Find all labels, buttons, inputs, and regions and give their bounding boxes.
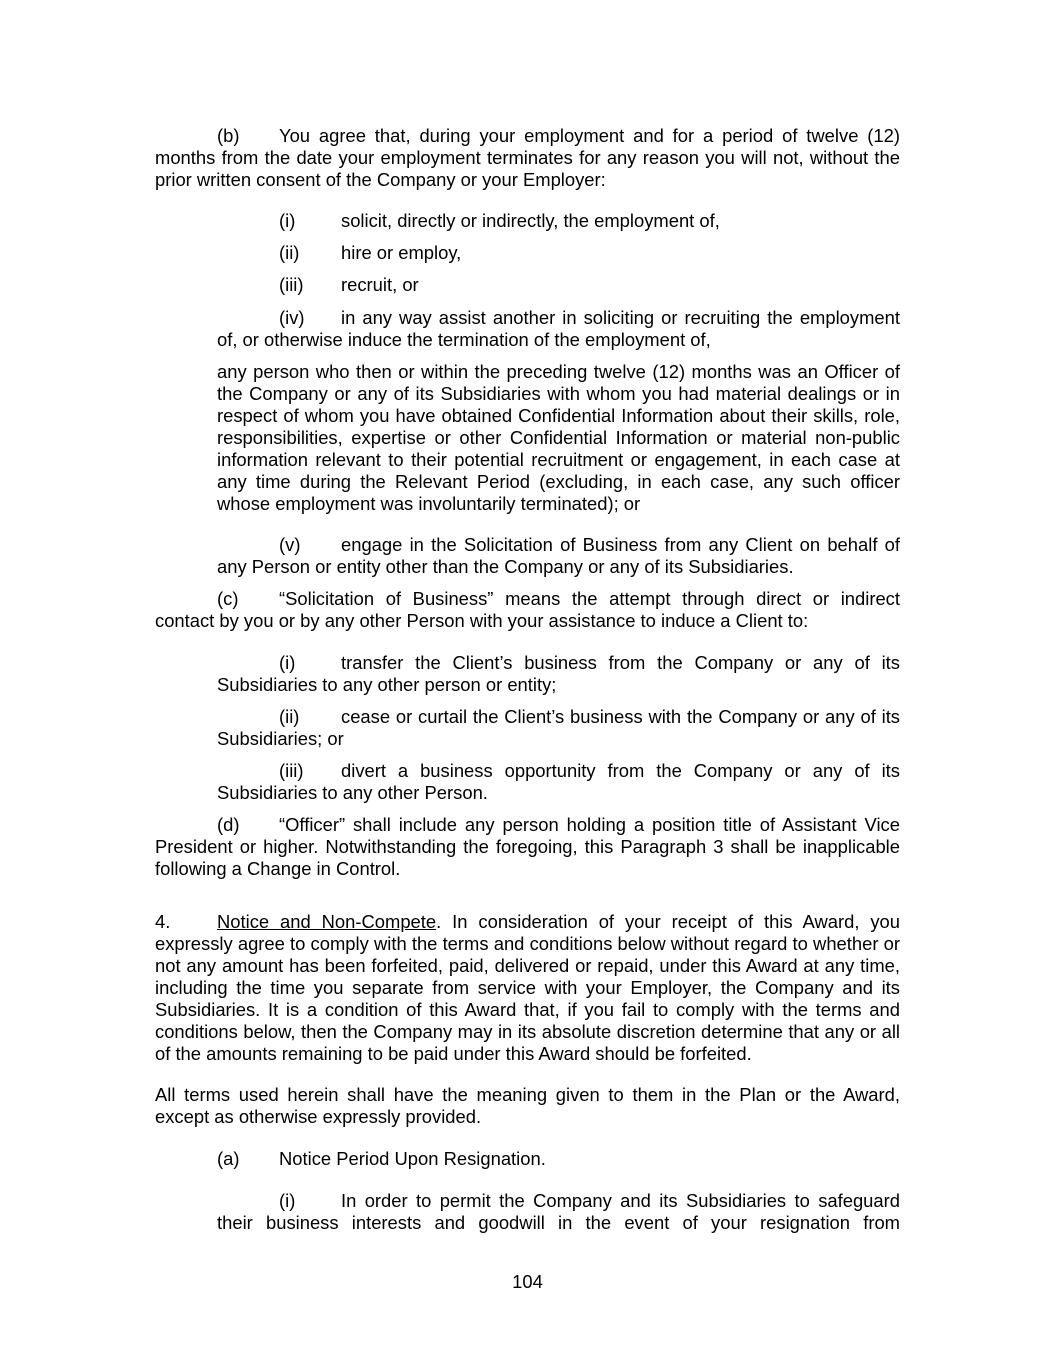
list-item-text: engage in the Solicitation of Business from any Client on behalf of any Person or entity other than the Company or any of its Subsidiaries. — [217, 534, 900, 577]
paragraph-all-terms: All terms used herein shall have the meaning given to them in the Plan or the Award, except as otherwise expressly provided. — [155, 1084, 900, 1127]
list-item-number: (ii) — [279, 706, 300, 727]
section-4 — [155, 911, 900, 1065]
list-item — [217, 652, 900, 696]
list-item-number: (v) — [279, 534, 301, 555]
paragraph-text: Notice Period Upon Resignation. — [279, 1148, 546, 1169]
list-item-number: (i) — [279, 652, 296, 673]
paragraph-text: “Solicitation of Business” means the attempt through direct or indirect contact by you or by any other Person with your assistance to induce a Client to: — [155, 588, 900, 631]
list-item-number: (iv) — [279, 307, 305, 328]
list-item-number: (i) — [279, 210, 296, 231]
paragraph-c — [155, 588, 900, 632]
paragraph-text: You agree that, during your employment and for a period of twelve (12) months from the date your employment terminates for any reason you will not, without the prior written consent of the Company or your Employer: — [155, 125, 900, 190]
list-item-text: in any way assist another in soliciting or recruiting the employment of, or otherwise induce the termination of the employment of, — [217, 307, 900, 350]
page-number: 104 — [512, 1271, 543, 1292]
paragraph-number: (c) — [217, 588, 239, 609]
list-item-text: recruit, or — [341, 274, 419, 295]
list-item — [279, 274, 419, 296]
paragraph-number: (b) — [217, 125, 240, 146]
list-item-number: (ii) — [279, 242, 300, 263]
list-item — [217, 706, 900, 750]
list-item-text: hire or employ, — [341, 242, 462, 263]
paragraph-d — [155, 814, 900, 880]
list-item-number: (iii) — [279, 760, 304, 781]
list-item — [217, 307, 900, 351]
list-item-number: (iii) — [279, 274, 304, 295]
section-heading: Notice and Non-Compete — [217, 911, 437, 932]
list-item-text: cease or curtail the Client’s business with the Company or any of its Subsidiaries; or — [217, 706, 900, 749]
section-text: . In consideration of your receipt of this Award, you expressly agree to comply with the terms and conditions below without regard to whether or not any amount has been forfeited, paid, delivered or repaid, under this Award at any time, including the time you separate from service with your Employer, the Company and its Subsidiaries. It is a condition of this Award that, if you fail to comply with the terms and conditions below, then the Company may in its absolute discretion determine that any or all of the amounts remaining to be paid under this Award should be forfeited. — [155, 911, 900, 1064]
list-item-number: (i) — [279, 1190, 296, 1211]
list-item-text: solicit, directly or indirectly, the employment of, — [341, 210, 720, 231]
paragraph-4a — [217, 1148, 546, 1170]
paragraph-number: (d) — [217, 814, 240, 835]
list-item-text: divert a business opportunity from the Company or any of its Subsidiaries to any other Person. — [217, 760, 900, 803]
list-item — [217, 534, 900, 578]
list-item-text: In order to permit the Company and its Subsidiaries to safeguard their business interests and goodwill in the event of your resignation from — [217, 1190, 900, 1233]
section-number: 4. — [155, 911, 171, 932]
list-item — [279, 210, 720, 232]
paragraph-text: “Officer” shall include any person holding a position title of Assistant Vice President or higher. Notwithstanding the foregoing, this Paragraph 3 shall be inapplicable following a Change in Control. — [155, 814, 900, 879]
paragraph-any-person: any person who then or within the preceding twelve (12) months was an Officer of the Company or any of its Subsidiaries with whom you had material dealings or in respect of whom you have obtained Confidential Information about their skills, role, responsibilities, expertise or other Confidential Information or material non-public information relevant to their potential recruitment or engagement, in each case at any time during the Relevant Period (excluding, in each case, any such officer whose employment was involuntarily terminated); or — [217, 361, 900, 514]
paragraph-number: (a) — [217, 1148, 240, 1169]
list-item — [279, 242, 461, 264]
paragraph-b — [155, 125, 900, 191]
list-item-text: transfer the Client’s business from the Company or any of its Subsidiaries to any other person or entity; — [217, 652, 900, 695]
list-item — [217, 760, 900, 804]
list-item — [217, 1190, 900, 1234]
